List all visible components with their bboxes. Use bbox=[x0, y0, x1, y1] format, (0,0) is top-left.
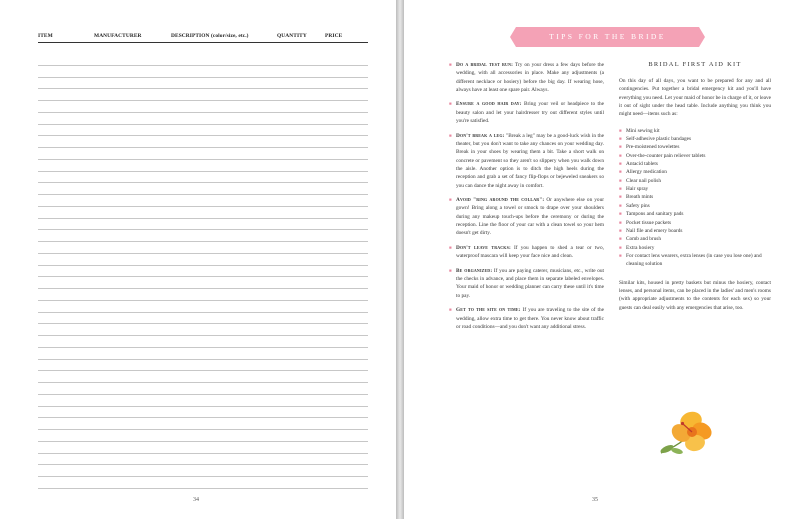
kit-item-label: Self-adhesive plastic bandages bbox=[626, 136, 692, 143]
kit-list-item bbox=[619, 152, 771, 160]
tip-text: Try on your dress a few days before the wedding, with all accessories in place. Make any adjustments (a different necklace or hosiery) before the big day. If wearing hose, always have at least one spare pair. Always. bbox=[456, 62, 604, 94]
tip-title: Don't break a leg: bbox=[456, 132, 505, 139]
kit-list-item bbox=[619, 235, 771, 243]
ruled-line bbox=[38, 336, 368, 348]
ruled-line bbox=[38, 277, 368, 289]
ruled-line bbox=[38, 254, 368, 266]
ruled-line bbox=[38, 207, 368, 219]
kit-list-item bbox=[619, 168, 771, 176]
kit-item-label: Antacid tablets bbox=[626, 161, 658, 168]
column-header-item: ITEM bbox=[38, 33, 53, 39]
kit-item-label: Pre-moistened towelettes bbox=[626, 144, 680, 151]
right-page bbox=[404, 0, 800, 519]
square-bullet-icon: ■ bbox=[619, 136, 622, 142]
first-aid-kit-column bbox=[619, 61, 771, 312]
square-bullet-icon: ■ bbox=[619, 169, 622, 175]
tip-title: Avoid "ring around the collar": bbox=[456, 197, 545, 204]
ruled-line bbox=[38, 360, 368, 372]
ruled-line bbox=[38, 407, 368, 419]
ruled-line bbox=[38, 136, 368, 148]
ruled-line bbox=[38, 430, 368, 442]
ruled-line bbox=[38, 183, 368, 195]
kit-item-label: Mini sewing kit bbox=[626, 127, 660, 134]
tip-text: If you are paying caterer, musicians, etc., write out the checks in advance, and place them in separate labeled envelopes. Your maid of honor or wedding planner can carry these until it's time to pay. bbox=[456, 267, 604, 299]
section-banner bbox=[516, 27, 699, 47]
square-bullet-icon: ■ bbox=[619, 202, 622, 208]
square-bullet-icon: ■ bbox=[619, 219, 622, 225]
tip-text: "Break a leg" may be a good-luck wish in the theater, but you don't want to take any chances on your wedding day. Break in your shoes by wearing them a bit. Take a short walk on concrete or pavement so they aren't so slippery when you walk down the aisle. Another option is to ditch the high heels during the reception and grab a set of fancy flip-flops or bejeweled sneakers so you can dance the night away in comfort. bbox=[456, 132, 604, 189]
kit-list-item bbox=[619, 127, 771, 135]
ruled-line bbox=[38, 219, 368, 231]
ruled-line bbox=[38, 395, 368, 407]
square-bullet-icon: ■ bbox=[619, 252, 622, 258]
square-bullet-icon: ■ bbox=[449, 132, 452, 138]
square-bullet-icon: ■ bbox=[619, 127, 622, 133]
tip-title: Ensure a good hair day: bbox=[456, 101, 522, 108]
ruled-line bbox=[38, 101, 368, 113]
banner-title: TIPS FOR THE BRIDE bbox=[549, 32, 666, 41]
square-bullet-icon: ■ bbox=[619, 152, 622, 158]
kit-item-label: Nail file and emery boards bbox=[626, 227, 683, 234]
ruled-line bbox=[38, 442, 368, 454]
ruled-line bbox=[38, 89, 368, 101]
square-bullet-icon: ■ bbox=[619, 186, 622, 192]
kit-list-item bbox=[619, 219, 771, 227]
kit-list-item bbox=[619, 185, 771, 193]
kit-intro: On this day of all days, you want to be prepared for any and all contingencies. Put together a bridal emergency kit and you'll have everything you need. Let your maid of honor be in charge of it, or leave it out of sight under the head table. Include anything you think you might need—items such as: bbox=[619, 78, 771, 118]
kit-item-label: For contact lens wearers, extra lenses (in case you lose one) and cleaning solution bbox=[626, 252, 762, 268]
tip-item bbox=[449, 196, 604, 238]
page-number: 35 bbox=[592, 497, 598, 503]
tip-title: Be organized: bbox=[456, 267, 493, 274]
square-bullet-icon: ■ bbox=[449, 267, 452, 273]
tip-title: Get to the site on time: bbox=[456, 307, 521, 314]
kit-item-label: Tampons and sanitary pads bbox=[626, 211, 684, 218]
square-bullet-icon: ■ bbox=[619, 161, 622, 167]
kit-list-item bbox=[619, 227, 771, 235]
square-bullet-icon: ■ bbox=[449, 101, 452, 107]
kit-list-item bbox=[619, 177, 771, 185]
ruled-line bbox=[38, 465, 368, 477]
ruled-line bbox=[38, 324, 368, 336]
kit-list-item bbox=[619, 244, 771, 252]
tip-text: Or anywhere else on your gown! Bring along a towel or smock to drape over your shoulders during any makeup touch-ups before the ceremony or during the reception. Line the floor of your car with a clean towel so your hem doesn't get dirty. bbox=[456, 197, 604, 237]
tip-text: Bring your veil or headpiece to the beauty salon and let your hairdresser try out different styles until you're satisfied. bbox=[456, 101, 604, 125]
kit-list-item bbox=[619, 210, 771, 218]
kit-outro: Similar kits, housed in pretty baskets but minus the hosiery, contact lenses, and personal items, can be placed in the ladies' and men's rooms (with appropriate adjustments to the contents for each sex) so your guests can deal easily with any emergencies that arise, too. bbox=[619, 279, 771, 311]
tip-text: If you are traveling to the site of the wedding, allow extra time to get there. You never know about traffic or road conditions—and you don't want any additional stress. bbox=[456, 307, 605, 330]
ruled-line bbox=[38, 348, 368, 360]
square-bullet-icon: ■ bbox=[449, 197, 452, 203]
ruled-line bbox=[38, 383, 368, 395]
ruled-line bbox=[38, 266, 368, 278]
tip-item bbox=[449, 61, 604, 94]
tip-title: Don't leave tracks: bbox=[456, 244, 511, 251]
tip-item bbox=[449, 306, 604, 331]
square-bullet-icon: ■ bbox=[449, 62, 452, 67]
hibiscus-flower-illustration bbox=[655, 403, 715, 463]
kit-item-label: Allergy medication bbox=[626, 169, 667, 176]
ruled-line bbox=[38, 289, 368, 301]
kit-item-label: Safety pins bbox=[626, 202, 650, 209]
kit-list-item bbox=[619, 143, 771, 151]
square-bullet-icon: ■ bbox=[619, 177, 622, 183]
square-bullet-icon: ■ bbox=[619, 244, 622, 250]
ruled-line bbox=[38, 418, 368, 430]
kit-item-label: Pocket tissue packets bbox=[626, 219, 672, 226]
kit-list-item bbox=[619, 202, 771, 210]
ruled-line bbox=[38, 454, 368, 466]
tip-item bbox=[449, 267, 604, 300]
page-number: 34 bbox=[193, 497, 199, 503]
kit-list bbox=[619, 127, 771, 269]
ruled-line bbox=[38, 371, 368, 383]
ruled-line bbox=[38, 230, 368, 242]
ruled-line bbox=[38, 113, 368, 125]
square-bullet-icon: ■ bbox=[619, 236, 622, 242]
ruled-line bbox=[38, 195, 368, 207]
ruled-line bbox=[38, 242, 368, 254]
column-header-manufacturer: MANUFACTURER bbox=[94, 33, 142, 39]
kit-item-label: Breath mints bbox=[626, 194, 654, 201]
kit-list-item bbox=[619, 160, 771, 168]
kit-item-label: Comb and brush bbox=[626, 236, 662, 243]
column-header-price: PRICE bbox=[325, 33, 343, 39]
book-gutter bbox=[396, 0, 404, 519]
kit-list-item bbox=[619, 135, 771, 143]
kit-item-label: Over-the-counter pain reliever tablets bbox=[626, 152, 706, 159]
ruled-line bbox=[38, 148, 368, 160]
ruled-lines bbox=[38, 54, 368, 489]
square-bullet-icon: ■ bbox=[619, 194, 622, 200]
square-bullet-icon: ■ bbox=[449, 244, 452, 250]
tip-item bbox=[449, 244, 604, 261]
square-bullet-icon: ■ bbox=[619, 227, 622, 233]
square-bullet-icon: ■ bbox=[449, 307, 452, 313]
header-rule bbox=[38, 42, 368, 43]
ruled-line bbox=[38, 313, 368, 325]
kit-title: BRIDAL FIRST AID KIT bbox=[648, 61, 742, 68]
ruled-line bbox=[38, 125, 368, 137]
kit-item-label: Clear nail polish bbox=[626, 177, 662, 184]
tip-item bbox=[449, 100, 604, 125]
kit-item-label: Extra hosiery bbox=[626, 244, 655, 251]
left-page bbox=[0, 0, 396, 519]
ruled-line bbox=[38, 477, 368, 489]
kit-item-label: Hair spray bbox=[626, 186, 649, 193]
tips-column bbox=[449, 61, 604, 337]
ruled-line bbox=[38, 78, 368, 90]
ruled-line bbox=[38, 301, 368, 313]
tip-item bbox=[449, 132, 604, 190]
ruled-line bbox=[38, 160, 368, 172]
kit-list-item bbox=[619, 252, 771, 269]
column-header-description: DESCRIPTION (color/size, etc.) bbox=[171, 33, 249, 39]
ruled-line bbox=[38, 54, 368, 66]
ruled-line bbox=[38, 66, 368, 78]
ruled-line bbox=[38, 172, 368, 184]
column-header-quantity: QUANTITY bbox=[277, 33, 307, 39]
tip-text: If you happen to shed a tear or two, waterproof mascara will keep your face nice and clean. bbox=[456, 244, 604, 260]
square-bullet-icon: ■ bbox=[619, 211, 622, 217]
square-bullet-icon: ■ bbox=[619, 144, 622, 150]
tip-title: Do a bridal test run: bbox=[456, 62, 514, 68]
kit-list-item bbox=[619, 193, 771, 201]
